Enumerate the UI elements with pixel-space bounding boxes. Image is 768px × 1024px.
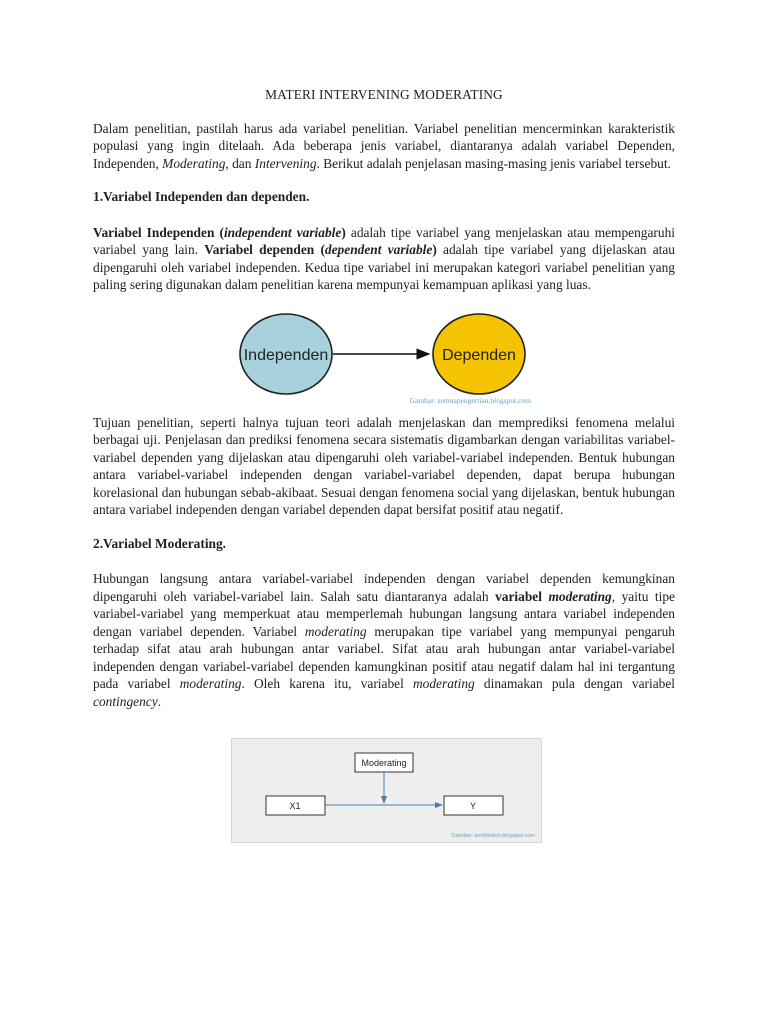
moderating-diagram-frame bbox=[231, 738, 542, 843]
bold-text: Variabel dependen ( bbox=[204, 242, 325, 257]
section1-paragraph1 bbox=[93, 224, 675, 294]
x1-label: X1 bbox=[289, 801, 301, 811]
diagram1-svg bbox=[231, 304, 531, 406]
section1-paragraph2: Tujuan penelitian, seperti halnya tujuan teori adalah menjelaskan dan memprediksi fenomena melalui berbagai uji. Penjelasan dan prediksi fenomena secara sistematis digambarkan dengan variabilitas variabel-variabel dependen yang dijelaskan atau dipengaruhi oleh variabel-variabel independen. Bentuk hubungan antara variabel-variabel independen dengan variabel-variabel dependen, dapat berupa hubungan korelasional dan hubungan sebab-akibaat. Sesuai dengan fenomena social yang dijelaskan, bentuk hubungan antara variabel independen dengan variabel dependen dapat bersifat positif atau negatif. bbox=[93, 414, 675, 517]
italic-text: contingency bbox=[93, 693, 158, 709]
bold-text: ) bbox=[432, 242, 437, 257]
document-title: MATERI INTERVENING MODERATING bbox=[265, 87, 503, 102]
body-text: dinamakan pula dengan variabel bbox=[474, 676, 675, 691]
intro-italic-moderating: Moderating bbox=[162, 155, 226, 171]
bold-text: ) bbox=[341, 224, 346, 240]
bold-italic-text: moderating bbox=[548, 588, 612, 604]
section2-heading: 2.Variabel Moderating. bbox=[93, 535, 227, 551]
y-label: Y bbox=[469, 801, 477, 811]
intro-italic-intervening: Intervening bbox=[254, 155, 317, 171]
body-text: , yaitu tipe variabel-variabel yang memperkuat atau memperlemah hubungan langsung antara variabel independen dengan variabel dependen. Variabel bbox=[93, 588, 675, 639]
diagram2-caption: Gambar: kerildedish.blogspot.com bbox=[451, 833, 535, 839]
bold-italic-text: dependent variable bbox=[324, 242, 433, 257]
bold-text: Variabel Independen ( bbox=[93, 224, 224, 240]
intro-text: , dan bbox=[225, 155, 255, 171]
italic-text: moderating bbox=[179, 676, 242, 691]
body-text: . bbox=[157, 693, 162, 709]
bold-italic-text: independent variable bbox=[223, 224, 342, 240]
body-text: adalah tipe variabel yang menjelaskan atau mempengaruhi variabel yang lain. bbox=[93, 224, 676, 257]
independent-dependent-diagram bbox=[93, 304, 675, 406]
italic-text: moderating bbox=[304, 623, 367, 639]
bold-text: variabel bbox=[495, 588, 549, 604]
section1-heading: 1.Variabel Independen dan dependen. bbox=[93, 189, 310, 204]
body-text: adalah tipe variabel yang dijelaskan atau dipengaruhi oleh variabel independen. Kedua tipe variabel ini merupakan kategori variabel penelitian yang paling sering digunakan dalam penelitian karena mempunyai kemampuan aplikasi yang luas. bbox=[93, 242, 675, 292]
section2-paragraph1 bbox=[93, 570, 675, 710]
document-page bbox=[93, 86, 675, 843]
intro-paragraph bbox=[93, 120, 675, 173]
intro-text: Dalam penelitian, pastilah harus ada variabel penelitian. Variabel penelitian mencerminkan karakteristik populasi yang ingin ditelaah. Ada beberapa jenis variabel, diantaranya adalah variabel Dependen, Independen, bbox=[93, 120, 675, 171]
body-text: . Oleh karena itu, variabel bbox=[241, 676, 413, 691]
italic-text: moderating bbox=[412, 676, 475, 691]
diagram2-svg bbox=[232, 739, 541, 842]
intro-text: . Berikut adalah penjelasan masing-masing jenis variabel tersebut. bbox=[316, 155, 671, 171]
moderating-diagram bbox=[93, 738, 675, 843]
independen-label: Independen bbox=[243, 346, 329, 364]
diagram1-caption: Gambar: semuapengertian.blogspot.com bbox=[409, 395, 531, 405]
dependen-label: Dependen bbox=[442, 346, 516, 364]
moderating-label: Moderating bbox=[361, 758, 407, 768]
body-text: merupakan tipe variabel yang mempunyai pengaruh terhadap sifat atau arah hubungan antar variabel. Sifat atau arah hubungan antar variabel-variabel independen dengan variabel-variabel dependen kamungkinan positif atau negatif dalam hal ini tergantung pada variabel bbox=[93, 623, 675, 691]
body-text: Hubungan langsung antara variabel-variabel independen dengan variabel dependen kemungkinan dipengaruhi oleh variabel-variabel lain. Salah satu diantaranya adalah bbox=[93, 571, 675, 604]
